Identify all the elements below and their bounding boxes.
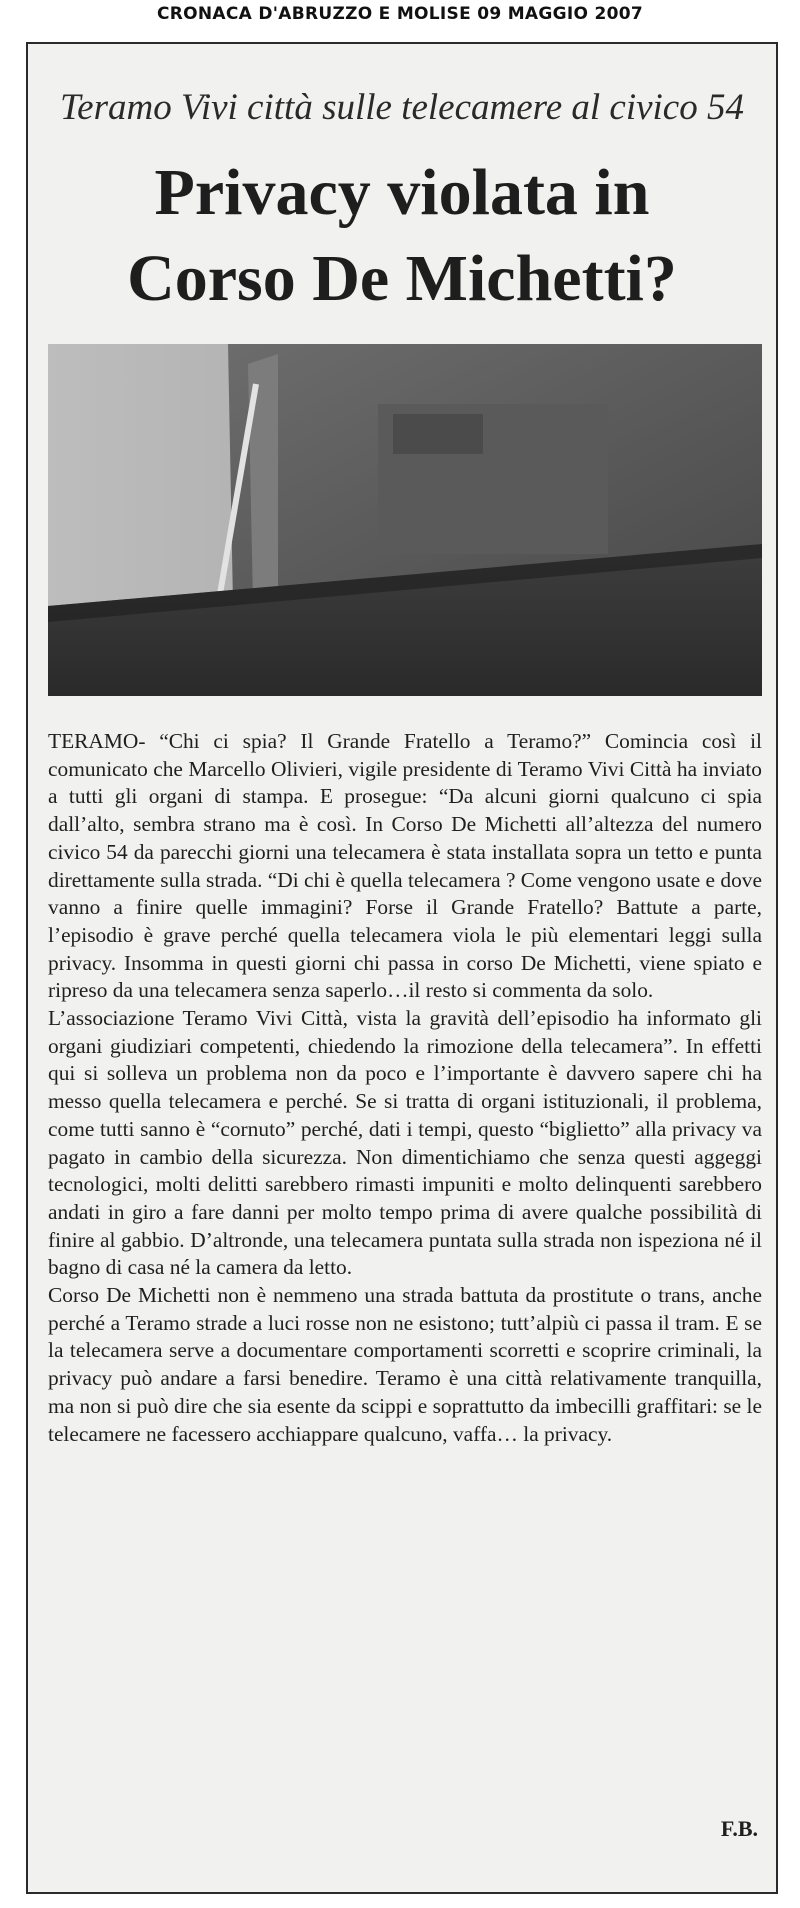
newspaper-clipping [26,42,778,1894]
headline-line-2: Corso De Michetti? [127,242,677,315]
article-headline [28,150,776,322]
publication-header: CRONACA D'ABRUZZO E MOLISE 09 MAGGIO 2007 [156,4,643,24]
headline-line-1: Privacy violata in [154,156,650,229]
article-kicker: Teramo Vivi città sulle telecamere al civico 54 [60,87,744,128]
rooftop-camera-photo [48,344,762,696]
article-paragraph-2: L’associazione Teramo Vivi Città, vista la gravità dell’episodio ha informato gli organi giudiziari competenti, chiedendo la rimozione della telecamera”. In effetti qui si solleva un problema non da poco e l’importante è davvero sapere chi ha messo quella telecamera e perché. Se si tratta di organi istituzionali, il problema, come tutti sanno è “cornuto” perché, dati i tempi, questo “biglietto” alla privacy va pagato in cambio della sicurezza. Non dimentichiamo che senza questi aggeggi tecnologici, molti delitti sarebbero rimasti impuniti e molto delinquenti sarebbero andati in giro a fare danni per molto tempo prima di avere qualche possibilità di finire al gabbio. D’altronde, una telecamera puntata sulla strada non ispeziona né il bagno di casa né la camera da letto. [48,1006,762,1280]
article-body [48,728,762,1448]
article-paragraph-3: Corso De Michetti non è nemmeno una strada battuta da prostitute o trans, anche perché a Teramo strade a luci rosse non ne esistono; tutt’alpiù ci passa il tram. E se la telecamera serve a documentare comportamenti scorretti e scoprire criminali, la privacy può andare a farsi benedire. Teramo è una città relativamente tranquilla, ma non si può dire che sia esente da scippi e soprattutto da imbecilli graffitari: se le telecamere ne facessero acchiappare qualcuno, vaffa… la privacy. [48,1283,762,1446]
author-signature: F.B. [720,1816,758,1841]
article-paragraph-1: TERAMO- “Chi ci spia? Il Grande Fratello a Teramo?” Comincia così il comunicato che Marcello Olivieri, vigile presidente di Teramo Vivi Città ha inviato a tutti gli organi di stampa. E prosegue: “Da alcuni giorni qualcuno ci spia dall’alto, sembra strano ma è così. In Corso De Michetti all’altezza del numero civico 54 da parecchi giorni una telecamera è stata installata sopra un tetto e punta direttamente sulla strada. “Di chi è quella telecamera ? Come vengono usate e dove vanno a finire quelle immagini? Forse il Grande Fratello? Battute a parte, l’episodio è grave perché quella telecamera viola le più elementari leggi sulla privacy. Insomma in questi giorni chi passa in corso De Michetti, viene spiato e ripreso da una telecamera senza saperlo…il resto si commenta da solo. [48,729,762,1003]
